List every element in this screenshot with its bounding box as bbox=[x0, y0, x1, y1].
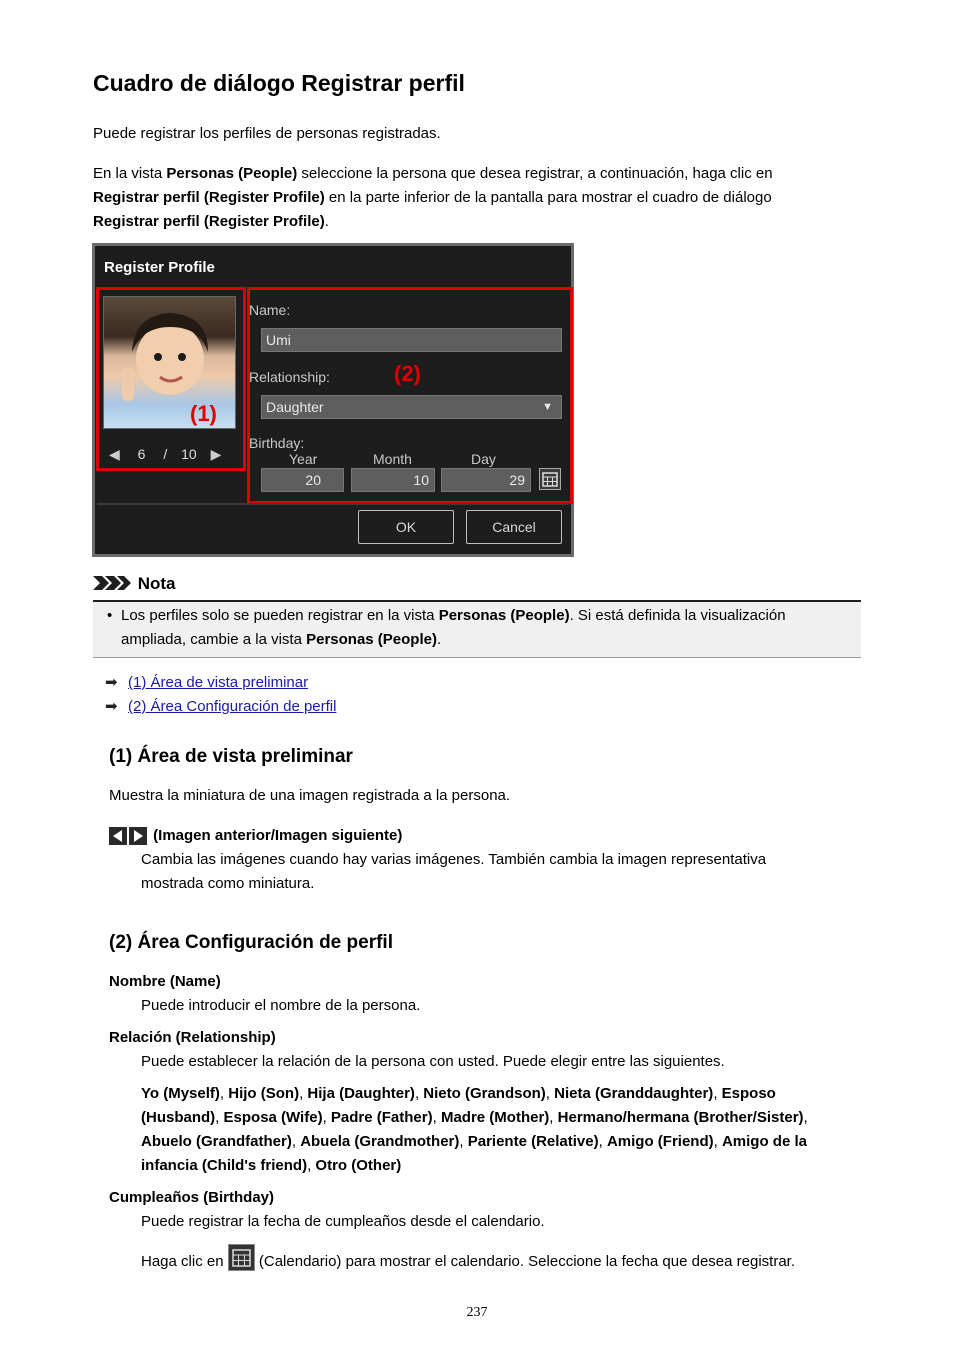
option: Hija (Daughter) bbox=[307, 1085, 415, 1102]
section1-desc: Muestra la miniatura de una imagen registrada a la persona. bbox=[109, 787, 511, 804]
birthday-term bbox=[109, 1186, 274, 1210]
list-item bbox=[105, 697, 336, 721]
month-label: Month bbox=[373, 451, 412, 467]
callout-1: (1) bbox=[190, 401, 217, 426]
relationship-select[interactable] bbox=[261, 395, 562, 419]
note-chevrons-icon bbox=[93, 575, 133, 591]
bold-term: Personas (People) bbox=[166, 165, 298, 182]
year-input[interactable]: 20 bbox=[261, 468, 344, 492]
instructions-paragraph bbox=[93, 162, 873, 234]
nav-item-desc bbox=[141, 848, 861, 896]
text: En la vista bbox=[93, 165, 167, 182]
option: Abuela (Grandmother) bbox=[300, 1133, 460, 1150]
link-profile-settings-area[interactable]: (2) Área Configuración de perfil bbox=[128, 698, 337, 715]
relationship-options: Yo (Myself), Hijo (Son), Hija (Daughter), Nieto (Grandson), Nieta (Granddaughter), Esposo (Husband), Esposa (Wife), Padre (Father), Madre (Mother), Hermano/hermana (Brother/Sister), Abuelo (Grandfather), Abuela (Grandmother), Pariente (Relative), Amigo (Friend), Amigo de la infancia (Child's friend), Otro (Other) bbox=[141, 1085, 808, 1174]
option: Amigo de la infancia (Child's friend) bbox=[141, 1133, 807, 1174]
counter-current: 6 bbox=[137, 446, 146, 462]
cancel-button[interactable]: Cancel bbox=[466, 510, 562, 544]
link-preview-area[interactable]: (1) Área de vista preliminar bbox=[128, 674, 309, 691]
page-title: Cuadro de diálogo Registrar perfil bbox=[93, 70, 465, 96]
option: Otro (Other) bbox=[315, 1157, 402, 1174]
text: en la parte inferior de la pantalla para mostrar el cuadro de diálogo bbox=[324, 189, 772, 206]
text: seleccione la persona que desea registrar, a continuación, haga clic en bbox=[297, 165, 773, 182]
option: Padre (Father) bbox=[330, 1109, 433, 1126]
note-text bbox=[121, 604, 851, 652]
note-title: Nota bbox=[137, 574, 176, 593]
text: Cambia las imágenes cuando hay varias imágenes. También cambia la imagen representativa bbox=[141, 851, 767, 868]
name-input[interactable]: Umi bbox=[261, 328, 562, 352]
section2-heading: (2) Área Configuración de perfil bbox=[109, 932, 393, 953]
link-list bbox=[105, 673, 336, 721]
option: Abuelo (Grandfather) bbox=[141, 1133, 292, 1150]
prev-image-icon bbox=[109, 827, 127, 845]
text: ampliada, cambie a la vista bbox=[121, 631, 307, 648]
divider bbox=[97, 503, 569, 505]
note-heading bbox=[93, 574, 176, 594]
option: Hijo (Son) bbox=[228, 1085, 300, 1102]
page-number: 237 bbox=[466, 1305, 488, 1320]
name-term bbox=[109, 970, 221, 994]
text: mostrada como miniatura. bbox=[141, 875, 315, 892]
relationship-desc: Puede establecer la relación de la persona con usted. Puede elegir entre las siguientes. bbox=[141, 1053, 725, 1070]
list-item bbox=[105, 673, 336, 697]
relationship-term bbox=[109, 1026, 276, 1050]
counter-separator: / bbox=[163, 446, 168, 462]
option: Esposa (Wife) bbox=[223, 1109, 323, 1126]
day-label: Day bbox=[471, 451, 496, 467]
note-bullet: • bbox=[107, 607, 113, 624]
calendar-icon[interactable] bbox=[539, 468, 561, 490]
term: Relación (Relationship) bbox=[109, 1029, 276, 1046]
nav-item-label: (Imagen anterior/Imagen siguiente) bbox=[153, 827, 403, 844]
name-label: Name: bbox=[249, 302, 291, 318]
ok-button[interactable]: OK bbox=[358, 510, 454, 544]
option: Yo (Myself) bbox=[141, 1085, 220, 1102]
option: Pariente (Relative) bbox=[467, 1133, 599, 1150]
text: (Calendario) para mostrar el calendario. Seleccione la fecha que desea registrar. bbox=[254, 1253, 796, 1270]
next-image-icon bbox=[129, 827, 147, 845]
bold-term: Personas (People) bbox=[438, 607, 570, 624]
nav-item-term bbox=[109, 824, 402, 848]
next-image-button[interactable]: ▶ bbox=[210, 446, 222, 462]
term: Nombre (Name) bbox=[109, 973, 221, 990]
option: Esposo (Husband) bbox=[141, 1085, 776, 1126]
arrow-right-icon: ➡ bbox=[105, 698, 118, 715]
calendar-grid-icon bbox=[540, 469, 560, 489]
intro-text: Puede registrar los perfiles de personas registradas. bbox=[93, 125, 441, 142]
dialog-title: Register Profile bbox=[104, 259, 215, 276]
day-input[interactable]: 29 bbox=[441, 468, 531, 492]
calendar-icon bbox=[228, 1244, 255, 1271]
birthday-desc: Puede registrar la fecha de cumpleaños desde el calendario. bbox=[141, 1213, 545, 1230]
register-profile-dialog bbox=[92, 243, 574, 557]
option: Amigo (Friend) bbox=[606, 1133, 714, 1150]
birthday-click-instruction bbox=[141, 1244, 861, 1277]
option: Nieta (Granddaughter) bbox=[554, 1085, 714, 1102]
bold-term: Registrar perfil (Register Profile) bbox=[93, 213, 325, 230]
text: . bbox=[436, 631, 442, 648]
prev-image-button[interactable]: ◀ bbox=[109, 446, 120, 462]
bold-term: Personas (People) bbox=[306, 631, 437, 648]
text: . bbox=[324, 213, 329, 230]
text: Los perfiles solo se pueden registrar en la vista bbox=[121, 607, 439, 624]
text: Haga clic en bbox=[141, 1253, 228, 1270]
name-desc: Puede introducir el nombre de la persona. bbox=[141, 997, 421, 1014]
text: . Si está definida la visualización bbox=[569, 607, 786, 624]
birthday-label: Birthday: bbox=[249, 435, 305, 451]
term: Cumpleaños (Birthday) bbox=[109, 1189, 275, 1206]
counter-total: 10 bbox=[181, 446, 197, 462]
option: Nieto (Grandson) bbox=[423, 1085, 546, 1102]
option: Madre (Mother) bbox=[440, 1109, 550, 1126]
section1-heading: (1) Área de vista preliminar bbox=[109, 746, 353, 767]
image-counter bbox=[109, 446, 221, 463]
bold-term: Registrar perfil (Register Profile) bbox=[93, 189, 325, 206]
arrow-right-icon: ➡ bbox=[105, 674, 118, 691]
relationship-label: Relationship: bbox=[249, 369, 330, 385]
month-input[interactable]: 10 bbox=[351, 468, 435, 492]
callout-2: (2) bbox=[394, 361, 421, 386]
relationship-value: Daughter bbox=[266, 399, 324, 415]
option: Hermano/hermana (Brother/Sister) bbox=[557, 1109, 804, 1126]
chevron-down-icon: ▼ bbox=[542, 401, 553, 413]
year-label: Year bbox=[289, 451, 318, 467]
